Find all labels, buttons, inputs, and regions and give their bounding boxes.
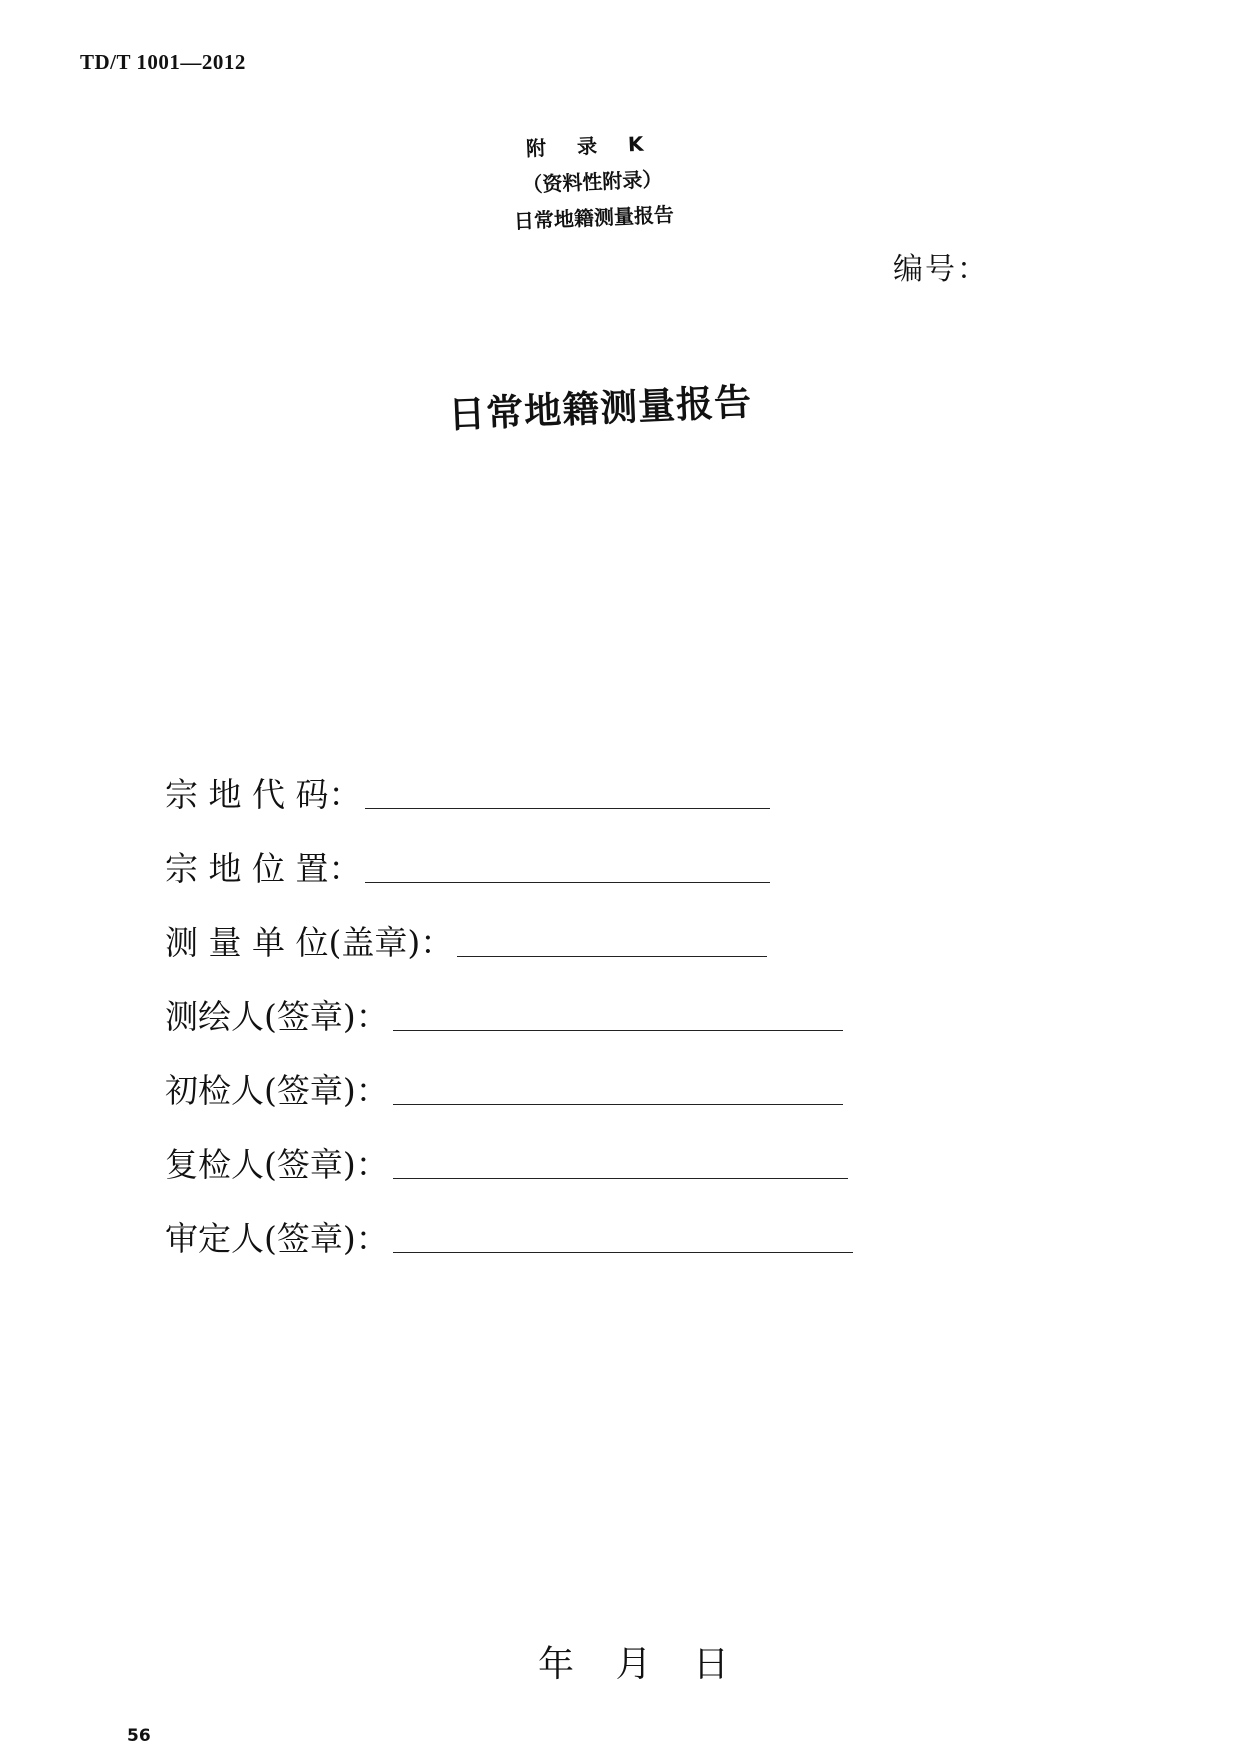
form-fields	[165, 770, 885, 1288]
field-parcel-code	[165, 770, 885, 815]
date-year: 年	[538, 1644, 575, 1685]
page-number: 56	[127, 1726, 151, 1746]
standard-code: TD/T 1001—2012	[80, 50, 246, 74]
field-label: 宗 地 代 码：	[165, 775, 362, 814]
field-survey-unit	[165, 918, 885, 963]
field-parcel-location	[165, 844, 885, 889]
blank-line[interactable]	[393, 1251, 853, 1253]
blank-line[interactable]	[393, 1029, 843, 1031]
blank-line[interactable]	[393, 1177, 848, 1179]
appendix-title: 附 录 K	[525, 131, 656, 161]
field-label: 审定人(签章)：	[165, 1219, 389, 1258]
blank-line[interactable]	[365, 881, 770, 883]
field-label: 复检人(签章)：	[165, 1145, 389, 1184]
appendix-type: （资料性附录）	[521, 166, 663, 197]
field-re-inspector	[165, 1140, 885, 1185]
date-line	[538, 1636, 759, 1687]
blank-line[interactable]	[457, 955, 767, 957]
field-approver	[165, 1214, 885, 1259]
report-title: 日常地籍测量报告	[447, 380, 753, 437]
serial-number-label: 编号：	[893, 252, 989, 287]
field-label: 初检人(签章)：	[165, 1071, 389, 1110]
appendix-heading	[420, 121, 764, 244]
field-label: 测 量 单 位(盖章)：	[165, 923, 454, 962]
blank-line[interactable]	[365, 807, 770, 809]
field-label: 测绘人(签章)：	[165, 997, 389, 1036]
field-surveyor	[165, 992, 885, 1037]
appendix-name: 日常地籍测量报告	[513, 202, 675, 234]
date-month: 月	[615, 1644, 652, 1685]
date-day: 日	[692, 1644, 729, 1685]
field-label: 宗 地 位 置：	[165, 849, 362, 888]
blank-line[interactable]	[393, 1103, 843, 1105]
field-initial-inspector	[165, 1066, 885, 1111]
